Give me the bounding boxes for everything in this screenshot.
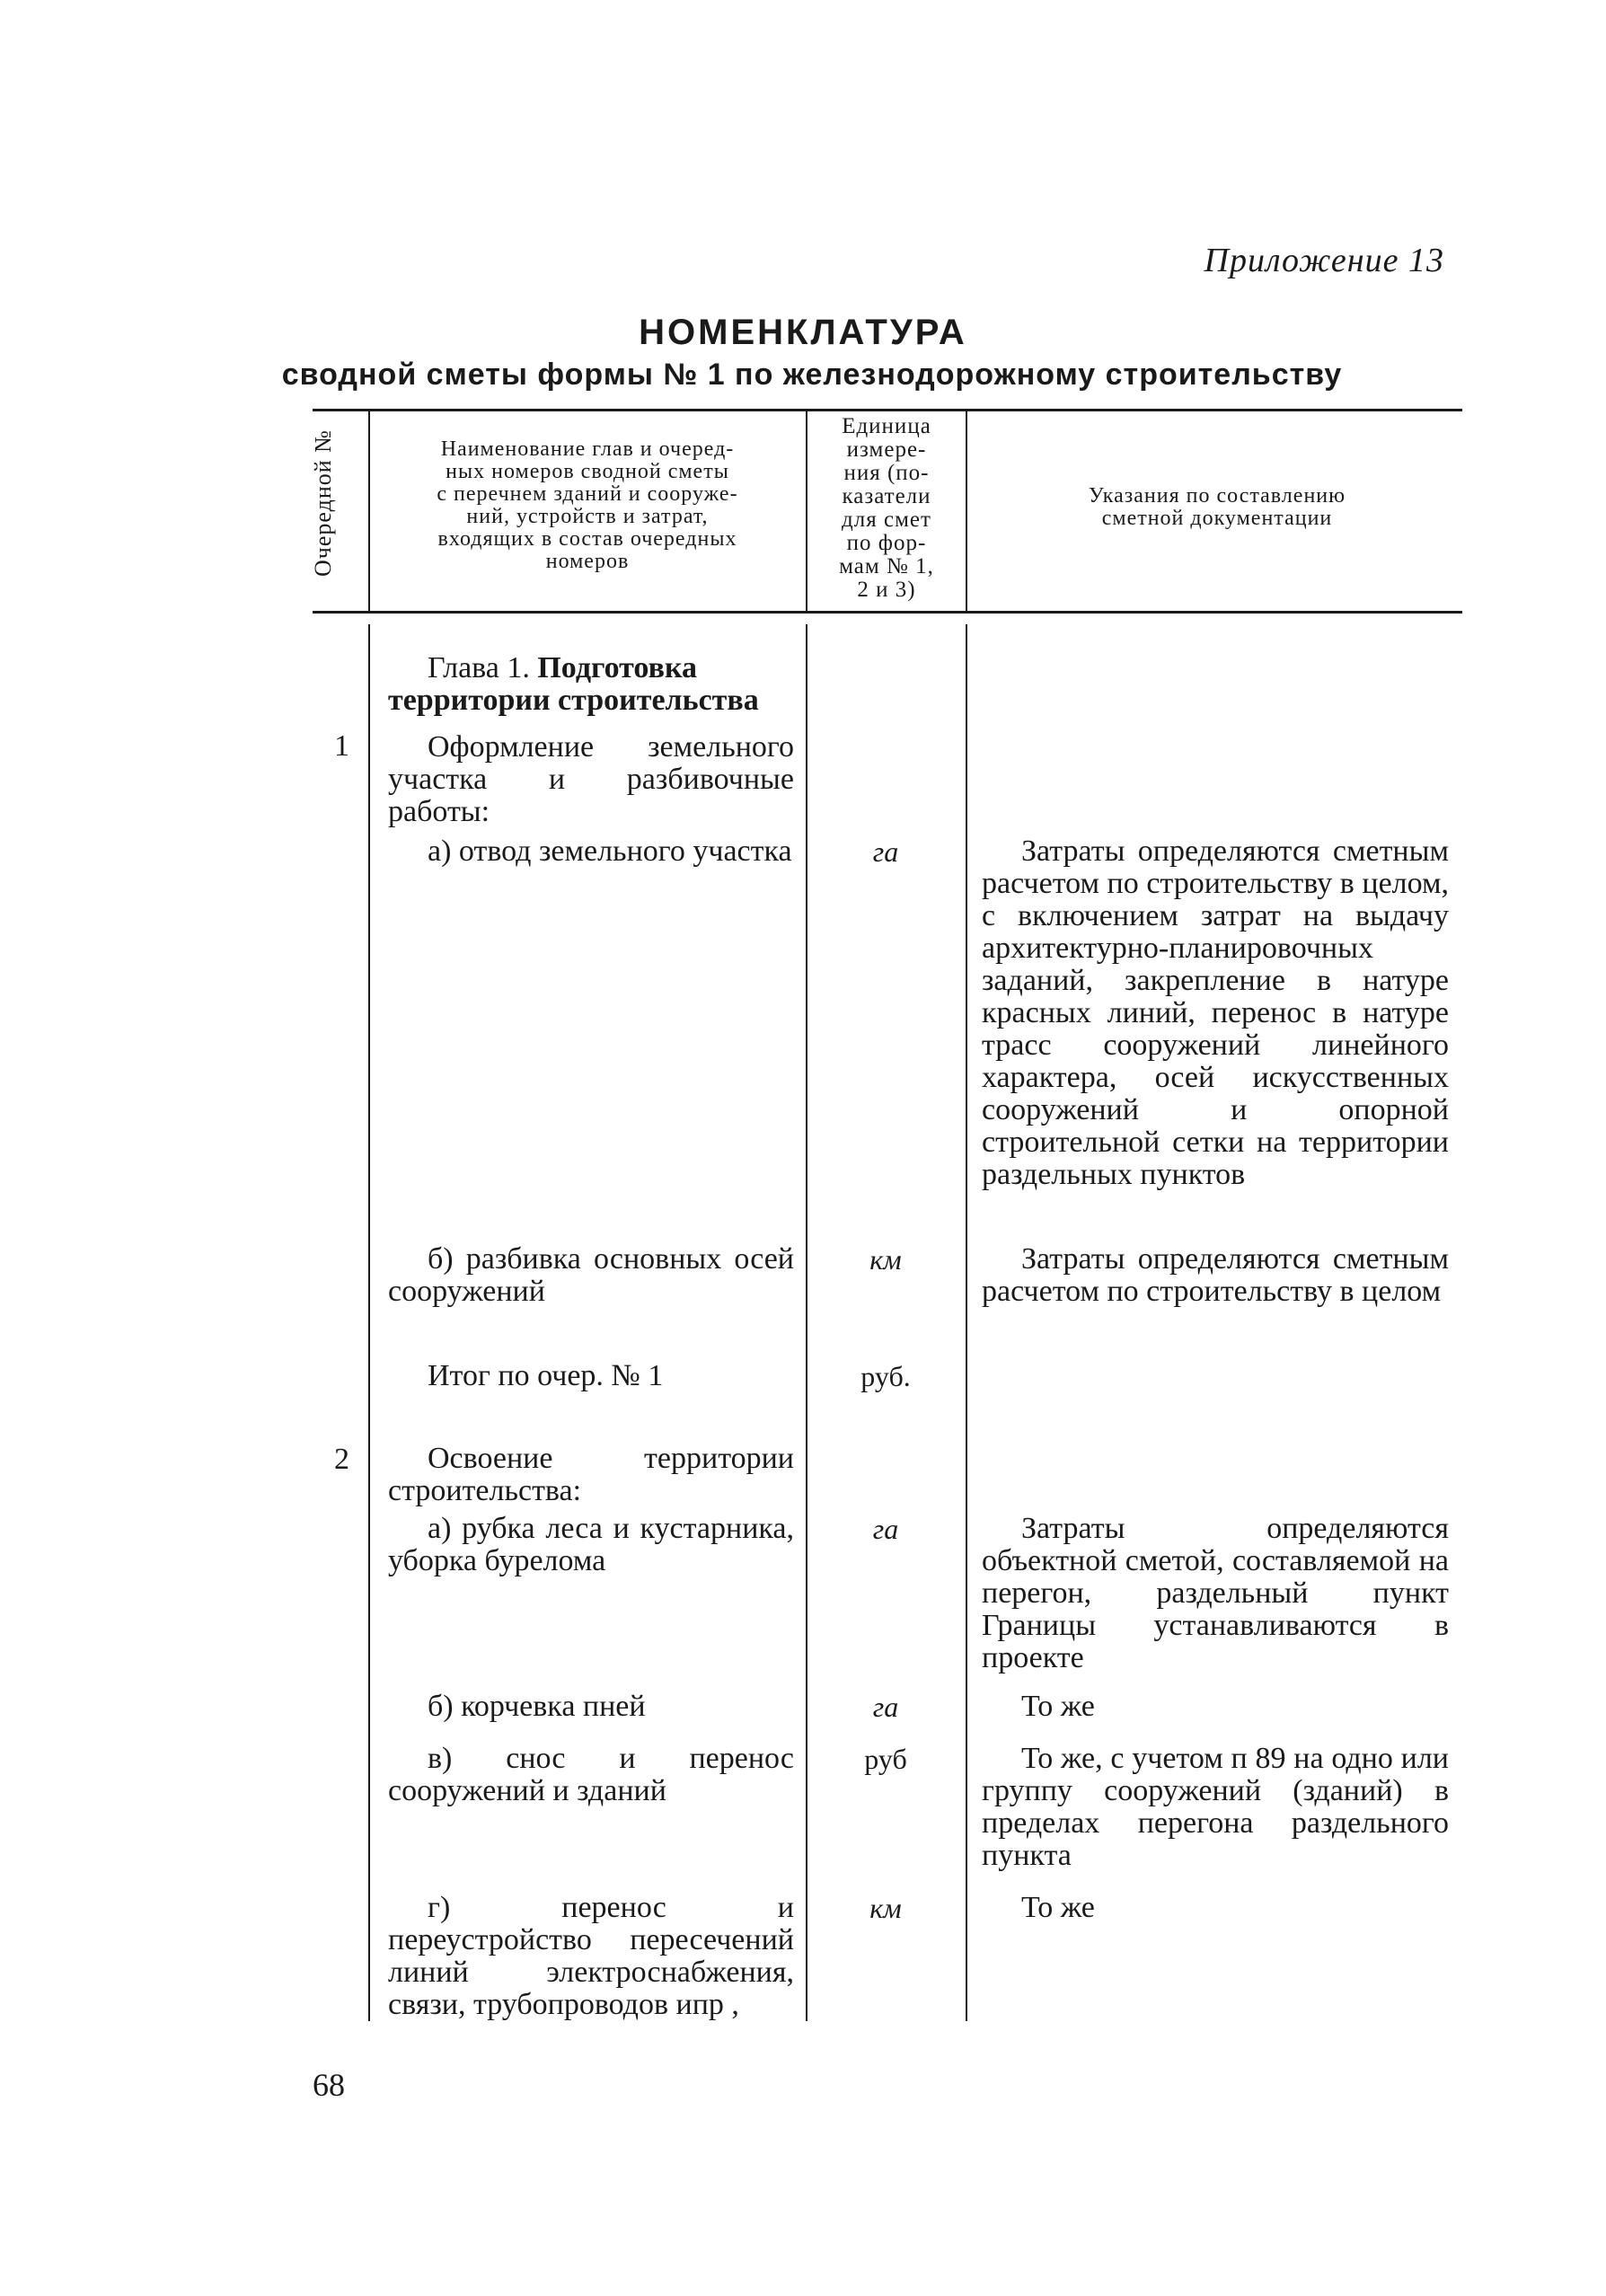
row-2c-note: То же, с учетом п 89 на одно или группу сооружений (зданий) в пределах перегона раздельного пункта	[982, 1742, 1449, 1872]
header-ordinal: Очередной №	[310, 429, 336, 577]
row-2d-note: То же	[1021, 1891, 1095, 1924]
header-name: Наименование глав и очеред- ных номеров сводной сметы с перечнем зданий и сооруже- ний, устройств и затрат, входящих в состав очередных номеров	[437, 437, 738, 573]
col-divider-2	[806, 411, 807, 611]
col-divider-3	[966, 411, 967, 611]
row-2b-note: То же	[1021, 1690, 1095, 1723]
row-2b-name: б) корчевка пней	[428, 1690, 646, 1723]
row-1-name: Оформление земельного участка и разбивочные работы:	[388, 730, 794, 828]
row-2-name: Освоение территории строительства:	[388, 1442, 794, 1507]
row-2a-name: а) рубка леса и кустарника, уборка бурелома	[388, 1512, 794, 1577]
chapter-heading	[388, 652, 797, 717]
chapter-name-line2: территории строительства	[388, 684, 759, 717]
row-1-total-unit: руб.	[860, 1360, 911, 1392]
row-2d-name: г) перенос и переустройство пересечений линий электроснабжения, связи, трубопроводов ипр ,	[388, 1891, 794, 2021]
row-1a-note: Затраты определяются сметным расчетом по строительству в целом, с включением затрат на выдачу архитектурно-планировочных заданий, закрепление в натуре красных линий, перенос в натуре трасс сооружений линейного характера, осей искусственных сооружений и опорной строительной сетки на территории раздельных пунктов	[982, 835, 1449, 1191]
row-1b-name: б) разбивка основных осей сооружений	[388, 1242, 794, 1308]
appendix-label: Приложение 13	[1204, 242, 1444, 279]
row-number-1: 1	[334, 729, 349, 763]
row-2b-unit: га	[872, 1691, 899, 1723]
header-unit: Единица измере- ния (по- казатели для смет по фор- мам № 1, 2 и 3)	[839, 414, 934, 602]
row-2a-note: Затраты определяются объектной сметой, составляемой на перегон, раздельный пункт Границы устанавливаются в проекте	[982, 1512, 1449, 1674]
row-1a-unit: га	[872, 835, 899, 868]
col-divider-1-body	[368, 624, 370, 2021]
header-instructions: Указания по составлению сметной документации	[1088, 484, 1346, 530]
chapter-label: Глава 1.	[428, 651, 530, 684]
row-2c-name: в) снос и перенос сооружений и зданий	[388, 1742, 794, 1807]
row-1b-note: Затраты определяются сметным расчетом по строительству в целом	[982, 1242, 1449, 1308]
row-1a-name: а) отвод земельного участка	[428, 835, 792, 868]
row-number-2: 2	[334, 1443, 349, 1476]
row-1-total-name: Итог по очер. № 1	[428, 1359, 664, 1392]
row-1b-unit: км	[869, 1243, 902, 1276]
row-2c-unit: руб	[864, 1743, 907, 1775]
header-bottom-rule	[313, 611, 1462, 614]
page-number: 68	[313, 2067, 345, 2103]
chapter-name-line1: Подготовка	[537, 651, 698, 684]
row-2a-unit: га	[872, 1513, 899, 1545]
col-divider-2-body	[806, 624, 807, 2021]
col-divider-1	[368, 411, 370, 611]
row-2d-unit: км	[869, 1892, 902, 1924]
document-title: НОМЕНКЛАТУРА	[639, 313, 967, 352]
document-subtitle: сводной сметы формы № 1 по железнодорожному строительству	[281, 358, 1343, 392]
table-top-rule	[313, 409, 1462, 411]
col-divider-3-body	[966, 624, 967, 2021]
